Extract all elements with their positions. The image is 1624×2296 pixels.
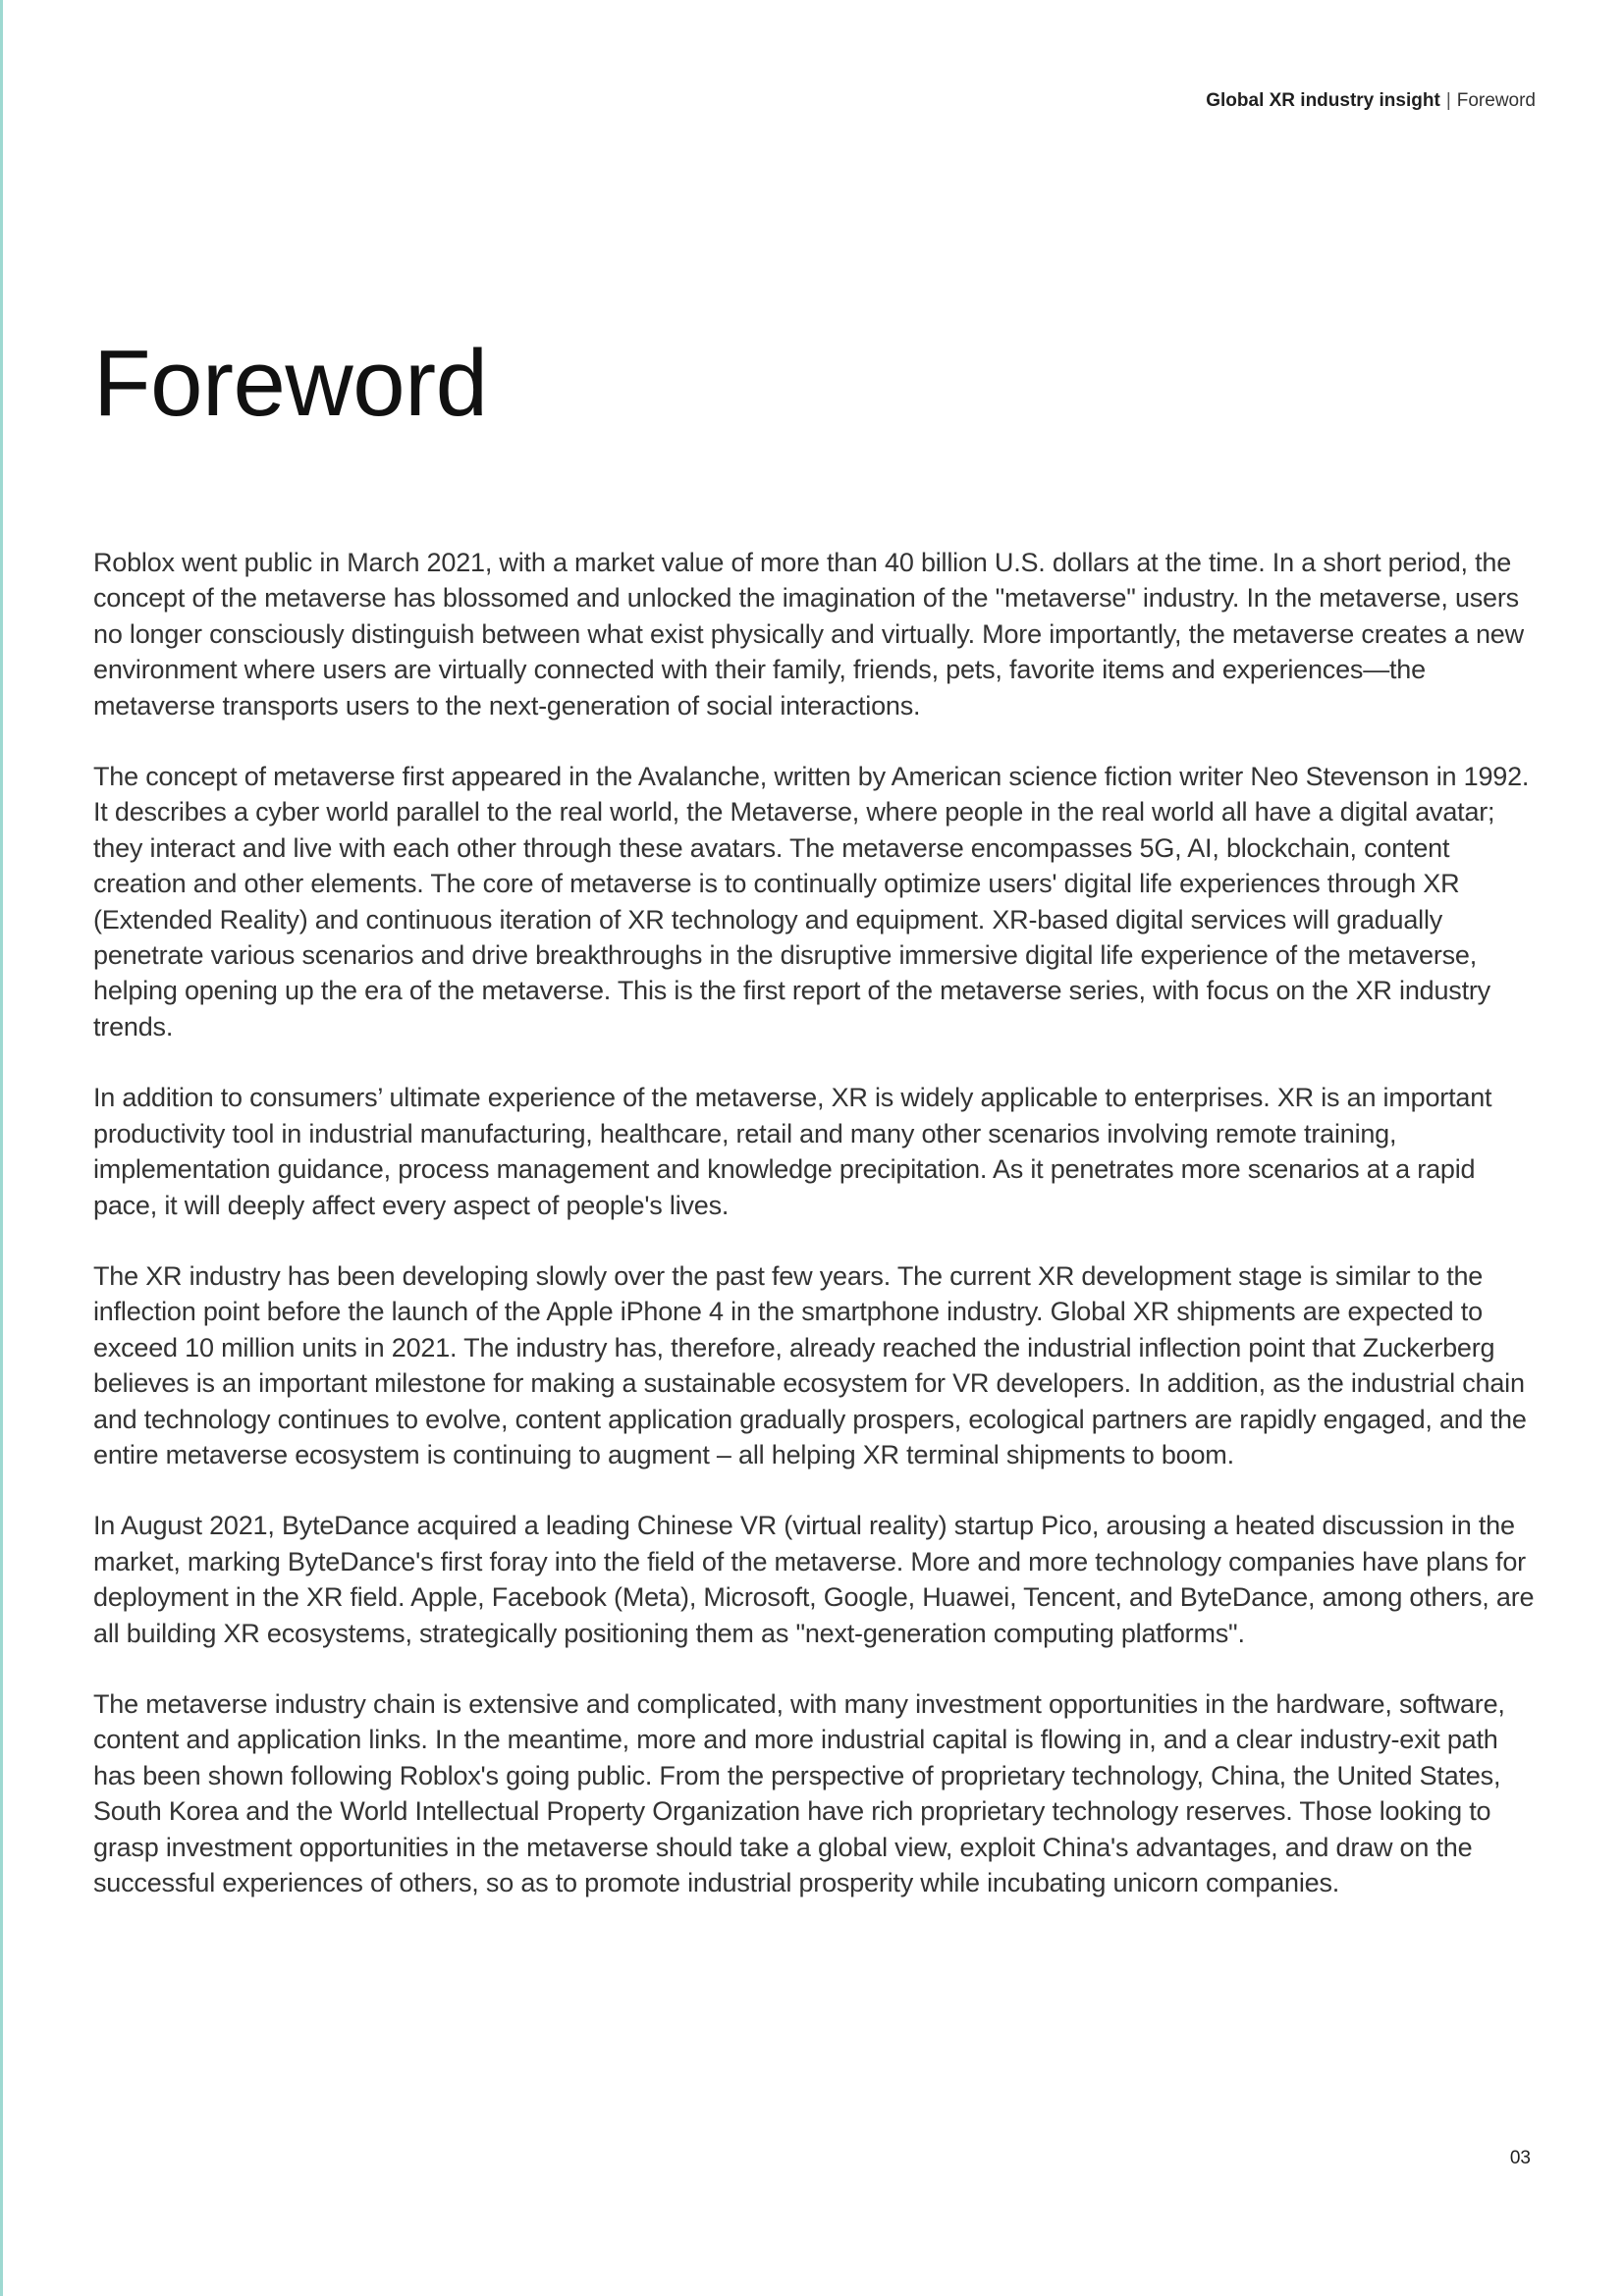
header-separator: | — [1445, 90, 1451, 111]
paragraph: The concept of metaverse first appeared in the Avalanche, written by American science fiction writer Neo Stevenson in 1992. It describes a cyber world parallel to the real world, the Metaverse, where people in the real world all have a digital avatar; they interact and live with each other through these avatars. The metaverse encompasses 5G, AI, blockchain, content creation and other elements. The core of metaverse is to continually optimize users' digital life experiences through XR (Extended Reality) and continuous iteration of XR technology and equipment. XR-based digital services will gradually penetrate various scenarios and drive breakthroughs in the disruptive immersive digital life experience of the metaverse, helping opening up the era of the metaverse. This is the first report of the metaverse series, with focus on the XR industry trends. — [93, 762, 1530, 1041]
paragraph: Roblox went public in March 2021, with a market value of more than 40 billion U.S. dollars at the time. In a short period, the concept of the metaverse has blossomed and unlocked the imagination of the "metaverse" industry. In the metaverse, users no longer consciously distinguish between what exist physically and virtually. More importantly, the metaverse creates a new environment where users are virtually connected with their family, friends, pets, favorite items and experiences—the metaverse transports users to the next-generation of social interactions. — [93, 548, 1524, 721]
paragraph: The metaverse industry chain is extensive and complicated, with many investment opportunities in the hardware, software, content and application links. In the meantime, more and more industrial capital is flowing in, and a clear industry-exit path has been shown following Roblox's going public. From the perspective of proprietary technology, China, the United States, South Korea and the World Intellectual Property Organization have rich proprietary technology reserves. Those looking to grasp investment opportunities in the metaverse should take a global view, exploit China's advantages, and draw on the successful experiences of others, so as to promote industrial prosperity while incubating unicorn companies. — [93, 1688, 1505, 1897]
page-number: 03 — [1509, 2148, 1531, 2168]
header-report-title: Global XR industry insight — [1206, 90, 1440, 111]
header-section-name: Foreword — [1456, 90, 1536, 111]
page-edge-line — [0, 0, 3, 2296]
running-header — [1206, 90, 1536, 112]
body-text — [93, 545, 1542, 1936]
paragraph: The XR industry has been developing slowly over the past few years. The current XR development stage is similar to the inflection point before the launch of the Apple iPhone 4 in the smartphone industry. Global XR shipments are expected to exceed 10 million units in 2021. The industry has, therefore, already reached the industrial inflection point that Zuckerberg believes is an important milestone for making a sustainable ecosystem for VR developers. In addition, as the industrial chain and technology continues to evolve, content application gradually prospers, ecological partners are rapidly engaged, and the entire metaverse ecosystem is continuing to augment – all helping XR terminal shipments to boom. — [93, 1260, 1527, 1469]
paragraph: In August 2021, ByteDance acquired a leading Chinese VR (virtual reality) startup Pico, arousing a heated discussion in the market, marking ByteDance's first foray into the field of the metaverse. More and more technology companies have plans for deployment in the XR field. Apple, Facebook (Meta), Microsoft, Google, Huawei, Tencent, and ByteDance, among others, are all building XR ecosystems, strategically positioning them as "next-generation computing platforms". — [93, 1511, 1535, 1648]
page-title: Foreword — [93, 331, 488, 436]
paragraph: In addition to consumers’ ultimate experience of the metaverse, XR is widely applicable to enterprises. XR is an important productivity tool in industrial manufacturing, healthcare, retail and many other scenarios involving remote training, implementation guidance, process management and knowledge precipitation. As it penetrates more scenarios at a rapid pace, it will deeply affect every aspect of people's lives. — [93, 1083, 1492, 1220]
